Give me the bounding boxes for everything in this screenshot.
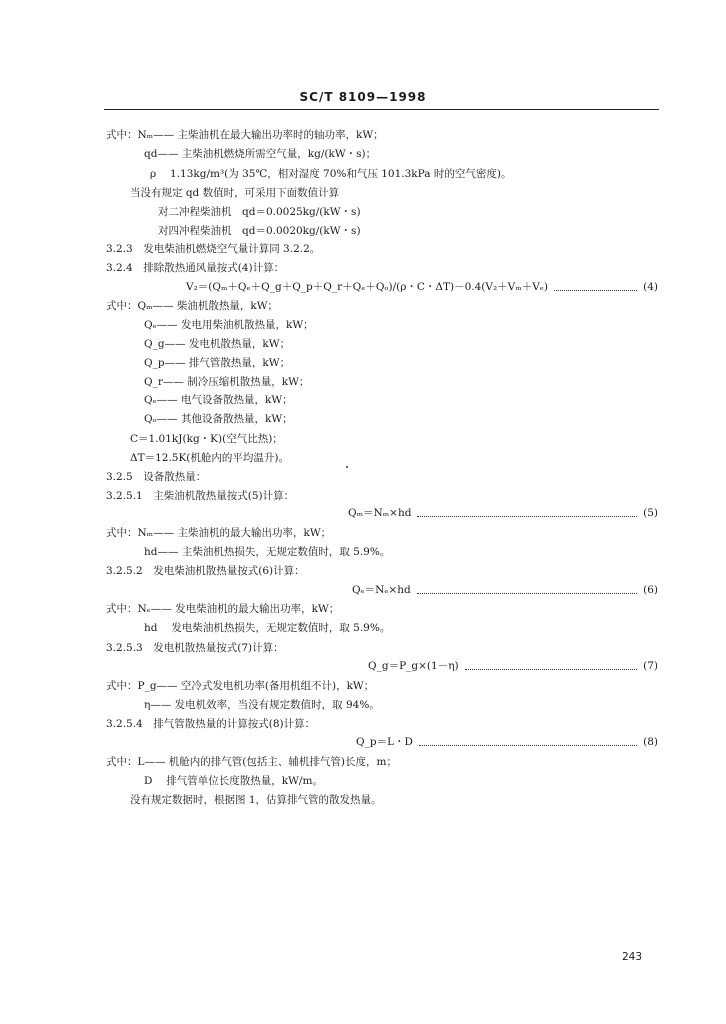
where-ne-definition: 式中：Nₑ—— 发电柴油机的最大输出功率，kW； [106,603,340,615]
qp-definition: Q_p—— 排气管散热量，kW； [144,357,291,369]
equation-5 [348,506,658,520]
equation-4-leader [554,284,637,291]
two-stroke-value: 对二冲程柴油机 qd＝0.0025kg/(kW・s) [158,206,361,218]
page-number: 243 [622,951,643,963]
section-3-2-5-4: 3.2.5.4 排气管散热量的计算按式(8)计算： [106,718,316,730]
qo-definition: Qₒ—— 其他设备散热量，kW； [144,413,293,425]
d-definition: D 排气管单位长度散热量，kW/m。 [144,775,323,787]
rho-definition: ρ 1.13kg/m³(为 35℃，相对湿度 70%和气压 101.3kPa 时的空气密度)。 [150,168,512,180]
section-3-2-4: 3.2.4 排除散热通风量按式(4)计算： [106,262,285,274]
qd-default-note: 当没有规定 qd 数值时，可采用下面数值计算 [130,187,340,199]
standard-number-header: SC/T 8109—1998 [299,90,427,104]
equation-7-formula: Q_g＝P_g×(1－η) [368,660,459,672]
qd-definition: qd—— 主柴油机燃烧所需空气量，kg/(kW・s)； [144,148,377,160]
section-3-2-5-2: 3.2.5.2 发电柴油机散热量按式(6)计算： [106,565,305,577]
equation-7 [368,659,658,673]
equation-8-formula: Q_p＝L・D [356,736,413,748]
header-rule [104,109,659,110]
section-3-2-5-3: 3.2.5.3 发电机散热量按式(7)计算： [106,642,284,654]
section-3-2-5: 3.2.5 设备散热量： [106,471,207,483]
where-nm-definition: 式中：Nₘ—— 主柴油机在最大输出功率时的轴功率，kW； [106,129,384,141]
equation-6 [352,583,658,597]
where-l-definition: 式中：L—— 机舱内的排气管(包括主、辅机排气管)长度，m； [106,756,397,768]
where-pg-definition: 式中：P_g—— 空冷式发电机功率(备用机组不计)，kW； [106,680,375,692]
scan-speck [346,466,348,468]
four-stroke-value: 对四冲程柴油机 qd＝0.0020kg/(kW・s) [158,225,361,237]
where-qm-definition: 式中：Qₘ—— 柴油机散热量，kW； [106,300,279,312]
equation-7-number: (7) [643,660,658,672]
qe-electric-definition: Qₑ—— 电气设备散热量，kW； [144,394,293,406]
specific-heat-definition: C＝1.01kJ(kg・K)(空气比热)； [130,433,283,445]
qe-definition: Qₑ—— 发电用柴油机散热量，kW； [144,319,314,331]
estimation-note: 没有规定数据时，根据图 1，估算排气管的散发热量。 [130,794,382,806]
qg-definition: Q_g—— 发电机散热量，kW； [144,338,291,350]
where-nm-max-definition: 式中：Nₘ—— 主柴油机的最大输出功率，kW； [106,527,332,539]
equation-4 [186,280,658,294]
hd-generator-definition: hd 发电柴油机热损失，无规定数值时，取 5.9%。 [144,622,391,634]
section-3-2-5-1: 3.2.5.1 主柴油机散热量按式(5)计算： [106,490,295,502]
equation-6-number: (6) [643,584,658,596]
equation-6-leader [417,587,637,594]
qr-definition: Q_r—— 制冷压缩机散热量，kW； [144,376,310,388]
equation-5-leader [417,510,637,517]
equation-7-leader [465,663,638,670]
section-3-2-3: 3.2.3 发电柴油机燃烧空气量计算同 3.2.2。 [106,243,321,255]
hd-main-definition: hd—— 主柴油机热损失，无规定数值时，取 5.9%。 [144,546,391,558]
equation-5-number: (5) [643,507,658,519]
equation-8-leader [419,739,637,746]
equation-6-formula: Qₑ＝Nₑ×hd [352,584,411,596]
delta-t-definition: ΔT＝12.5K(机舱内的平均温升)。 [130,452,290,464]
equation-8-number: (8) [643,736,658,748]
eta-definition: η—— 发电机效率，当没有规定数值时，取 94%。 [144,699,380,711]
equation-4-formula: V₂＝(Qₘ＋Qₑ＋Q_g＋Q_p＋Q_r＋Qₑ＋Qₒ)/(ρ・C・ΔT)－0.4(V₂＋Vₘ＋Vₑ) [186,281,548,293]
equation-8 [356,735,658,749]
equation-5-formula: Qₘ＝Nₘ×hd [348,507,412,519]
equation-4-number: (4) [643,281,658,293]
